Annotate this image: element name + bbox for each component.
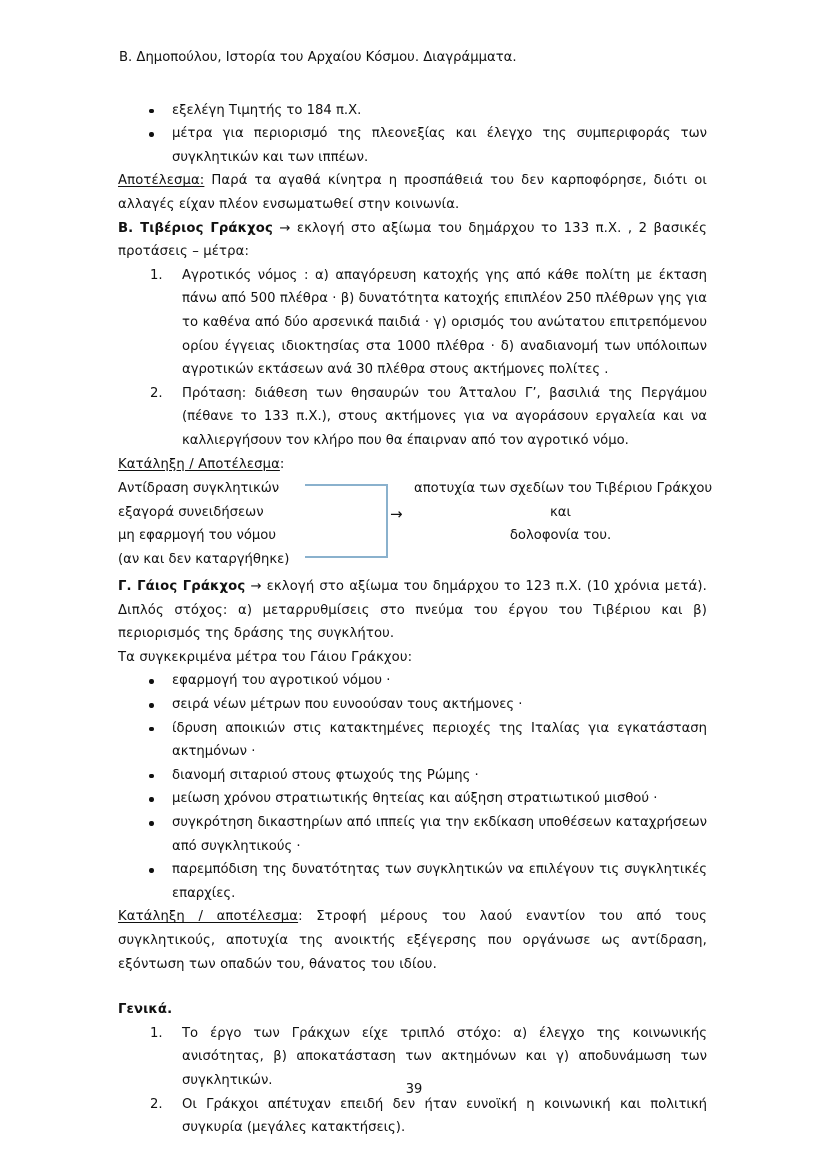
gaius-heading-title: Γ. Γάιος Γράκχος [118, 579, 246, 595]
outcome-colon: : [279, 456, 285, 472]
outcome-label: Κατάληξη / Αποτέλεσμα [118, 456, 280, 472]
outcome-bracket-diagram [118, 477, 713, 575]
result-text: Παρά τα αγαθά κίνητρα η προσπάθειά του δεν καρποφόρησε, διότι οι αλλαγές είχαν πλέον ενσωματωθεί στην κοινωνία. [118, 173, 707, 212]
spacer [118, 976, 707, 998]
diagram-right-line: και [550, 504, 571, 520]
outcome-label: Κατάληξη / αποτέλεσμα [118, 909, 299, 925]
list-item: εξελέγη Τιμητής το 184 π.Χ. [118, 99, 707, 123]
diagram-left-line: εξαγορά συνειδήσεων [118, 504, 264, 520]
page-number: 39 [405, 1082, 423, 1097]
tiberius-heading-title: Β. Τιβέριος Γράκχος [118, 220, 273, 236]
bracket-bottom-line [305, 556, 388, 558]
bracket-shape [305, 484, 388, 558]
list-item: παρεμπόδιση της δυνατότητας των συγκλητικών να επιλέγουν τις συγκλητικές επαρχίες. [118, 858, 707, 905]
diagram-right-column [414, 477, 713, 548]
bracket-top-line [305, 484, 388, 486]
list-item: Οι Γράκχοι απέτυχαν επειδή δεν ήταν ευνοϊκή η κοινωνική και πολιτική συγκυρία (μεγάλες κατακτήσεις). [182, 1096, 707, 1136]
list-item: Αγροτικός νόμος : α) απαγόρευση κατοχής γης από κάθε πολίτη με έκταση πάνω από 500 πλέθρα · β) δυνατότητα κατοχής επιπλέον 250 πλέθρων γης για το καθένα από δύο αρσενικά παιδιά · γ) ορισμός του ανώτατου επιτρεπόμενου ορίου έγγειας ιδιοκτησίας στα 1000 πλέθρα · δ) αναδιανομή των υπόλοιπων αγροτικών εκτάσεων ανά 30 πλέθρα στους ακτήμονες πολίτες . [182, 267, 707, 378]
arrow-right-icon: → [390, 505, 403, 524]
running-head: Β. Δημοπούλου, Ιστορία του Αρχαίου Κόσμου. Διαγράμματα. [119, 50, 517, 65]
tiberius-heading-arrow: → [279, 220, 291, 236]
gaius-heading [118, 575, 707, 646]
document-content [118, 46, 713, 1140]
diagram-right-line: αποτυχία των σχεδίων του Τιβέριου Γράκχου [414, 481, 713, 497]
gaius-heading-rest: εκλογή στο αξίωμα του δημάρχου το 123 π.Χ. (10 χρόνια μετά). Διπλός στόχος: α) μεταρρυθμίσεις στο πνεύμα του έργου του Τιβέριου και β) περιορισμός της δράσης της συγκλήτου. [118, 579, 708, 642]
diagram-left-line: μη εφαρμογή του νόμου [118, 528, 276, 544]
list-item: διανομή σιταριού στους φτωχούς της Ρώμης · [118, 764, 707, 788]
gaius-outcome-paragraph [118, 905, 707, 976]
list-item: μέτρα για περιορισμό της πλεονεξίας και έλεγχο της συμπεριφοράς των συγκλητικών και των ιππέων. [118, 122, 707, 169]
result-paragraph [118, 169, 707, 216]
tiberius-heading-rest: εκλογή στο αξίωμα του δημάρχου το 133 π.Χ. , 2 βασικές προτάσεις – μέτρα: [118, 220, 707, 260]
spacer [118, 70, 707, 99]
list-item: σειρά νέων μέτρων που ευνοούσαν τους ακτήμονες · [118, 693, 707, 717]
diagram-left-line: Αντίδραση συγκλητικών [118, 481, 280, 497]
list-item: Το έργο των Γράκχων είχε τριπλό στόχο: α) έλεγχο της κοινωνικής ανισότητας, β) αποκατάσταση των ακτημόνων και γ) αποδυνάμωση των συγκλητικών. [182, 1025, 707, 1088]
list-item: Πρόταση: διάθεση των θησαυρών του Άτταλου Γ’, βασιλιά της Περγάμου (πέθανε το 133 π.Χ.), στους ακτήμονες για να αγοράσουν εργαλεία και να καλλιεργήσουν τον κλήρο που θα έπαιρναν από τον αγροτικό νόμο. [182, 385, 707, 448]
list-item: συγκρότηση δικαστηρίων από ιππείς για την εκδίκαση υποθέσεων καταχρήσεων από συγκλητικούς · [118, 811, 707, 858]
diagram-right-line: δολοφονία του. [509, 528, 612, 544]
gaius-heading-arrow: → [250, 579, 262, 595]
general-point-list [118, 1022, 707, 1140]
list-item: μείωση χρόνου στρατιωτικής θητείας και αύξηση στρατιωτικού μισθού · [118, 787, 707, 811]
bracket-right-line [386, 484, 388, 558]
tiberius-outcome-label-line [118, 453, 707, 477]
gaius-measure-list [118, 669, 707, 905]
outcome-text: : Στροφή μέρους του λαού εναντίον του από τους συγκλητικούς, αποτυχία της ανοικτής εξέγερσης που οργάνωσε ως αντίδραση, εξόντωση των οπαδών του, θάνατος του ιδίου. [118, 909, 708, 972]
list-item: εφαρμογή του αγροτικού νόμου · [118, 669, 707, 693]
tiberius-heading [118, 217, 707, 264]
tiberius-proposal-list [118, 264, 707, 453]
result-label: Αποτέλεσμα: [118, 173, 205, 189]
diagram-left-line: (αν και δεν καταργήθηκε) [118, 551, 290, 567]
list-item: ίδρυση αποικιών στις κατακτημένες περιοχές της Ιταλίας για εγκατάσταση ακτημόνων · [118, 717, 707, 764]
general-heading: Γενικά. [118, 1002, 173, 1018]
gaius-intro: Τα συγκεκριμένα μέτρα του Γάιου Γράκχου: [118, 649, 413, 665]
tiberius-top-bullet-list [118, 99, 707, 170]
